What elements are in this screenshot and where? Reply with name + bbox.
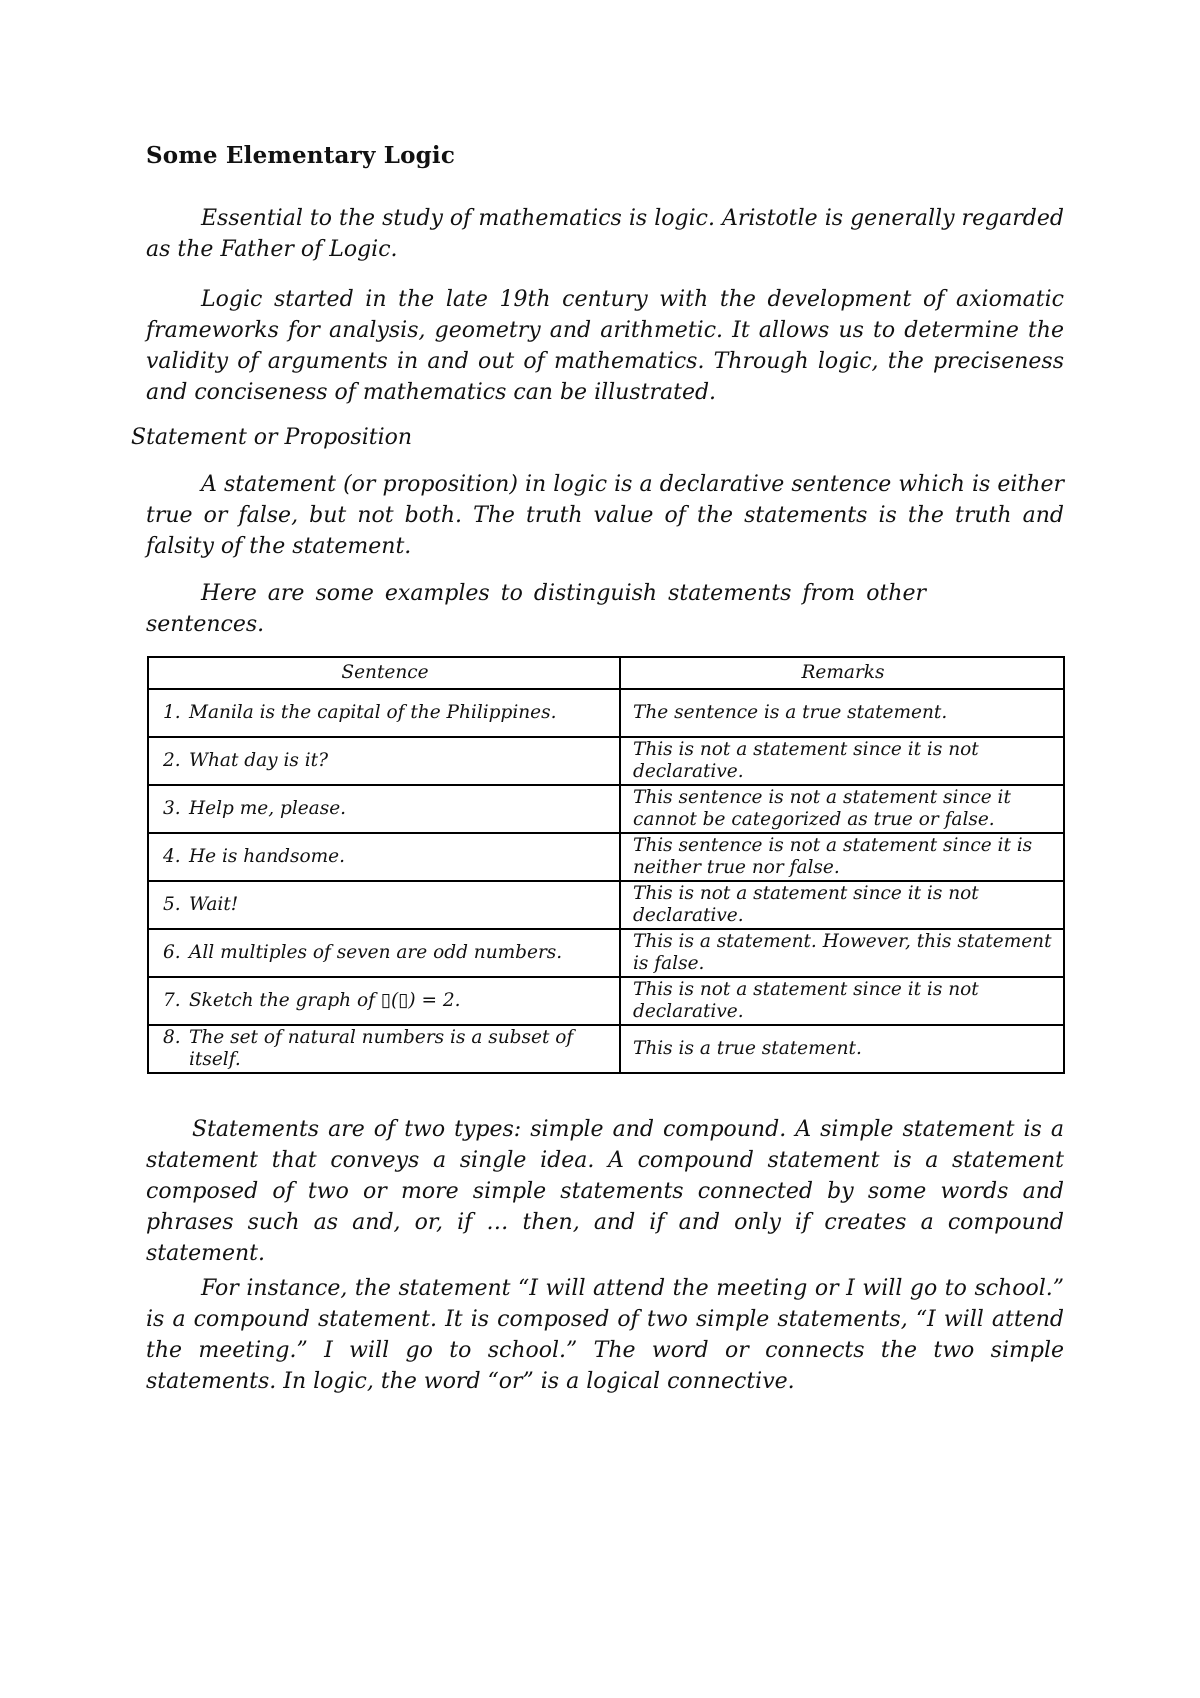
sentence-text: Wait!: [189, 894, 239, 915]
sentence-text: The set of natural numbers is a subset of itself.: [189, 1027, 574, 1070]
remark-cell: This is not a statement since it is not declarative.: [620, 737, 1064, 785]
column-header-sentence: Sentence: [148, 657, 620, 689]
remark-cell: This is a statement. However, this statement is false.: [620, 929, 1064, 977]
sentence-cell: [148, 737, 620, 785]
row-number: 5.: [163, 894, 181, 915]
sentence-cell: [148, 833, 620, 881]
closing-paragraph-2-text: For instance, the statement “I will attend the meeting or I will go to school.” is a compound statement. It is composed of two simple statements, “I will attend the meeting.” I will go to school.” The word or connects the two simple statements. In logic, the word “or” is a logical connective.: [146, 1276, 1064, 1394]
sentence-text: All multiples of seven are odd numbers.: [189, 942, 563, 963]
sentence-text: What day is it?: [189, 750, 329, 771]
table-header-row: [148, 657, 1064, 689]
sentence-text: He is handsome.: [189, 846, 345, 867]
table-row: [148, 737, 1064, 785]
table-row: [148, 689, 1064, 737]
remark-cell: This sentence is not a statement since it is neither true nor false.: [620, 833, 1064, 881]
sentence-cell: [148, 785, 620, 833]
row-number: 2.: [163, 750, 181, 771]
remark-cell: This sentence is not a statement since it cannot be categorized as true or false.: [620, 785, 1064, 833]
sentence-cell: [148, 1025, 620, 1073]
section-paragraph-2-text: Here are some examples to distinguish statements from other sentences.: [146, 581, 926, 637]
closing-paragraph-1-text: Statements are of two types: simple and compound. A simple statement is a statement that conveys a single idea. A compound statement is a statement composed of two or more simple statements connected by some words and phrases such as and, or, if … then, and if and only if creates a compound statement.: [146, 1117, 1064, 1266]
sentence-cell: [148, 881, 620, 929]
table-row: [148, 929, 1064, 977]
intro-paragraph-2: [146, 284, 1064, 408]
intro-paragraph-2-text: Logic started in the late 19th century with the development of axiomatic frameworks for analysis, geometry and arithmetic. It allows us to determine the validity of arguments in and out of mathematics. Through logic, the preciseness and conciseness of mathematics can be illustrated.: [146, 287, 1064, 405]
remark-cell: This is not a statement since it is not declarative.: [620, 977, 1064, 1025]
table-row: [148, 785, 1064, 833]
sentence-cell: [148, 689, 620, 737]
remark-cell: The sentence is a true statement.: [620, 689, 1064, 737]
table-row: [148, 833, 1064, 881]
row-number: 7.: [163, 990, 181, 1011]
intro-paragraph-1-text: Essential to the study of mathematics is logic. Aristotle is generally regarded as the Father of Logic.: [146, 206, 1064, 262]
page-title: Some Elementary Logic: [146, 142, 456, 169]
column-header-remarks: Remarks: [620, 657, 1064, 689]
sentence-text: Sketch the graph of ▯(▯) = 2.: [189, 990, 461, 1011]
row-number: 3.: [163, 798, 181, 819]
row-number: 1.: [163, 702, 181, 723]
row-number: 4.: [163, 846, 181, 867]
sentence-text: Manila is the capital of the Philippines.: [189, 702, 557, 723]
closing-paragraph-1: [146, 1114, 1064, 1269]
sentence-cell: [148, 977, 620, 1025]
closing-paragraph-2: [146, 1273, 1064, 1397]
section-heading: Statement or Proposition: [131, 425, 413, 450]
table-row: [148, 881, 1064, 929]
section-paragraph-1-text: A statement (or proposition) in logic is a declarative sentence which is either true or false, but not both. The truth value of the statements is the truth and falsity of the statement.: [146, 472, 1064, 559]
row-number: 6.: [163, 942, 181, 963]
section-paragraph-2: [146, 578, 926, 640]
table-row: [148, 1025, 1064, 1073]
section-paragraph-1: [146, 469, 1064, 562]
row-number: 8.: [163, 1027, 181, 1048]
sentence-cell: [148, 929, 620, 977]
table-row: [148, 977, 1064, 1025]
intro-paragraph-1: [146, 203, 1064, 265]
examples-table: [147, 656, 1065, 1074]
remark-cell: This is not a statement since it is not declarative.: [620, 881, 1064, 929]
remark-cell: This is a true statement.: [620, 1025, 1064, 1073]
sentence-text: Help me, please.: [189, 798, 347, 819]
